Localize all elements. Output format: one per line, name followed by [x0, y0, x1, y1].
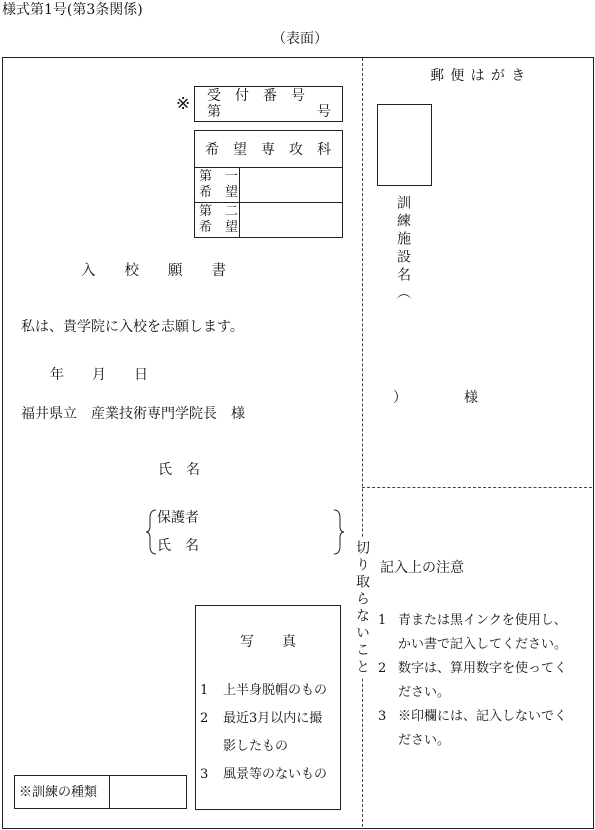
photo-title: 写 真: [240, 634, 296, 650]
training-type-field[interactable]: [111, 778, 185, 806]
facility-name-label: 訓練施設名（: [395, 195, 411, 303]
cut-divider-vertical: [362, 58, 363, 827]
postcard-sama: 様: [464, 390, 478, 406]
photo-box: [195, 605, 341, 810]
application-addressee: 福井県立 産業技術専門学院長 様: [21, 406, 245, 422]
photo-item-num: 3: [200, 767, 209, 782]
second-choice-label-top: 第 二: [199, 204, 239, 219]
second-choice-label-bottom: 希 望: [199, 220, 239, 235]
reception-first-label: 第: [207, 104, 221, 120]
note-text: かい書で記入してください。: [398, 637, 568, 652]
reception-number-suffix: 号: [317, 104, 331, 120]
facility-close-paren: ）: [393, 390, 407, 406]
note-num: 1: [378, 613, 387, 628]
note-text: 数字は、算用数字を使ってく: [398, 661, 568, 676]
photo-item-text: 風景等のないもの: [223, 767, 328, 782]
application-title: 入 校 願 書: [81, 263, 226, 279]
first-choice-label-top: 第 一: [199, 169, 239, 184]
side-label: （表面）: [272, 31, 328, 47]
note-text: 青または黒インクを使用し、: [398, 613, 567, 628]
stamp-box: [377, 104, 432, 186]
guardian-name-label: 氏 名: [157, 538, 199, 554]
photo-item-num: 2: [200, 711, 209, 726]
notes-title: 記入上の注意: [380, 560, 464, 576]
desired-course-box: [194, 130, 343, 238]
second-choice-field[interactable]: [241, 204, 339, 235]
training-type-box: [14, 775, 187, 809]
note-num: 2: [378, 661, 387, 676]
application-statement: 私は、貴学院に入校を志願します。: [21, 319, 244, 335]
desired-course-title: 希 望 専 攻 科: [205, 142, 331, 158]
photo-item-text: 影したもの: [223, 739, 289, 754]
note-text: ださい。: [398, 685, 451, 700]
photo-item-num: 1: [200, 683, 209, 698]
first-choice-label-bottom: 希 望: [199, 185, 239, 200]
application-date: 年 月 日: [50, 367, 148, 383]
reception-number-label: 受 付 番 号: [207, 88, 305, 104]
guardian-label: 保護者: [157, 510, 199, 526]
guardian-name-field[interactable]: [215, 534, 330, 556]
cut-divider-horizontal: [362, 487, 592, 488]
photo-item-text: 上半身脱帽のもの: [223, 683, 328, 698]
postcard-title: 郵便はがき: [430, 68, 532, 84]
reception-number-box: [194, 86, 343, 122]
photo-item-text: 最近3月以内に撮: [223, 711, 323, 726]
form-number: 様式第1号(第3条関係): [2, 2, 143, 18]
applicant-name-label: 氏 名: [158, 462, 200, 478]
cut-warning-text: 切り取らないこと: [354, 540, 370, 676]
applicant-name-field[interactable]: [210, 458, 350, 482]
note-text: ※印欄には、記入しないでく: [398, 709, 568, 724]
note-mark: ※: [176, 94, 191, 114]
training-type-label: ※訓練の種類: [19, 785, 98, 800]
note-text: ださい。: [398, 733, 451, 748]
first-choice-field[interactable]: [241, 169, 339, 200]
note-num: 3: [378, 709, 387, 724]
